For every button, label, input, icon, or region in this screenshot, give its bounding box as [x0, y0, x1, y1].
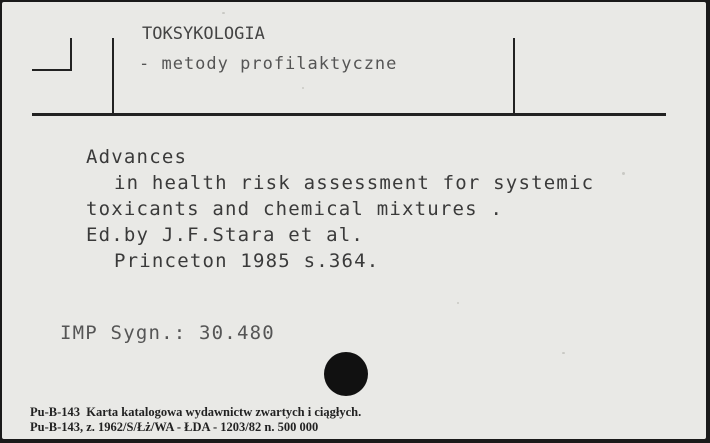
entry-editors: Ed.by J.F.Stara et al. — [86, 224, 365, 246]
header-left-rule — [112, 38, 114, 114]
punch-hole — [324, 352, 368, 396]
header-right-rule — [513, 38, 515, 114]
shelf-signature: IMP Sygn.: 30.480 — [60, 322, 275, 344]
entry-title-continued: toxicants and chemical mixtures . — [86, 198, 504, 220]
header-bottom-rule — [32, 113, 666, 116]
subject-heading: TOKSYKOLOGIA — [142, 24, 265, 44]
entry-title-continued: in health risk assessment for systemic — [114, 172, 595, 194]
entry-imprint: Princeton 1985 s.364. — [114, 250, 380, 272]
paper-speck — [222, 12, 225, 14]
card-form-label: Pu-B-143 Karta katalogowa wydawnictw zwartych i ciągłych. — [30, 405, 362, 419]
corner-notch-rule — [32, 69, 72, 71]
card-print-info: Pu-B-143, z. 1962/S/Łż/WA - ŁDA - 1203/82 n. 500 000 — [30, 420, 319, 434]
corner-notch-rule — [70, 38, 72, 71]
subject-subheading: - metody profilaktyczne — [139, 54, 398, 74]
paper-speck — [302, 87, 304, 89]
paper-speck — [562, 352, 565, 354]
paper-speck — [622, 172, 625, 175]
paper-speck — [457, 302, 459, 304]
catalog-card — [2, 2, 706, 439]
entry-title: Advances — [86, 146, 188, 168]
